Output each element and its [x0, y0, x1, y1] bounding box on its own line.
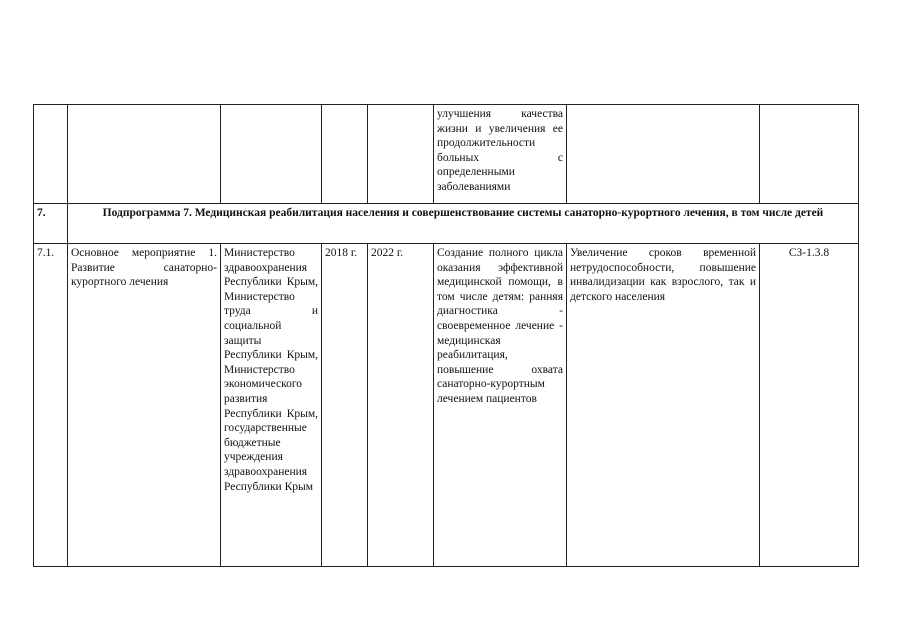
cell-start-empty — [322, 105, 368, 204]
end-year-cell: 2022 г. — [368, 244, 434, 567]
indicator-cell: СЗ-1.3.8 — [760, 244, 859, 567]
program-table — [33, 104, 859, 567]
table-row-7-1 — [34, 244, 859, 567]
expected-result-cell: Создание полного цикла оказания эффективной медицинской помощи, в том числе детям: ранняя диагностика - своевременное лечение - медицинская реабилитация, повышение охвата санаторно-курортным лечением пациентов — [434, 244, 567, 567]
row-number: 7.1. — [34, 244, 68, 567]
table-row-continuation — [34, 105, 859, 204]
subprogram-number: 7. — [34, 204, 68, 244]
executors-cell: Министерство здравоохранения Республики Крым, Министерство труда и социальной защиты Республики Крым, Министерство экономического развития Республики Крым, государственные бюджетные учреждения здравоохранения Республики Крым — [221, 244, 322, 567]
cell-expected-result-continuation: улучшения качества жизни и увеличения ее продолжительности больных с определенными заболеваниями — [434, 105, 567, 204]
cell-end-empty — [368, 105, 434, 204]
cell-executors-empty — [221, 105, 322, 204]
cell-consequences-empty — [567, 105, 760, 204]
activity-cell: Основное мероприятие 1. Развитие санаторно-курортного лечения — [68, 244, 221, 567]
subprogram-title: Подпрограмма 7. Медицинская реабилитация населения и совершенствование системы санаторно-курортного лечения, в том числе детей — [68, 204, 859, 244]
cell-activity-empty — [68, 105, 221, 204]
table-row-subprogram — [34, 204, 859, 244]
cell-number-empty — [34, 105, 68, 204]
cell-indicator-empty — [760, 105, 859, 204]
consequences-cell: Увеличение сроков временной нетрудоспособности, повышение инвалидизации как взрослого, так и детского населения — [567, 244, 760, 567]
start-year-cell: 2018 г. — [322, 244, 368, 567]
